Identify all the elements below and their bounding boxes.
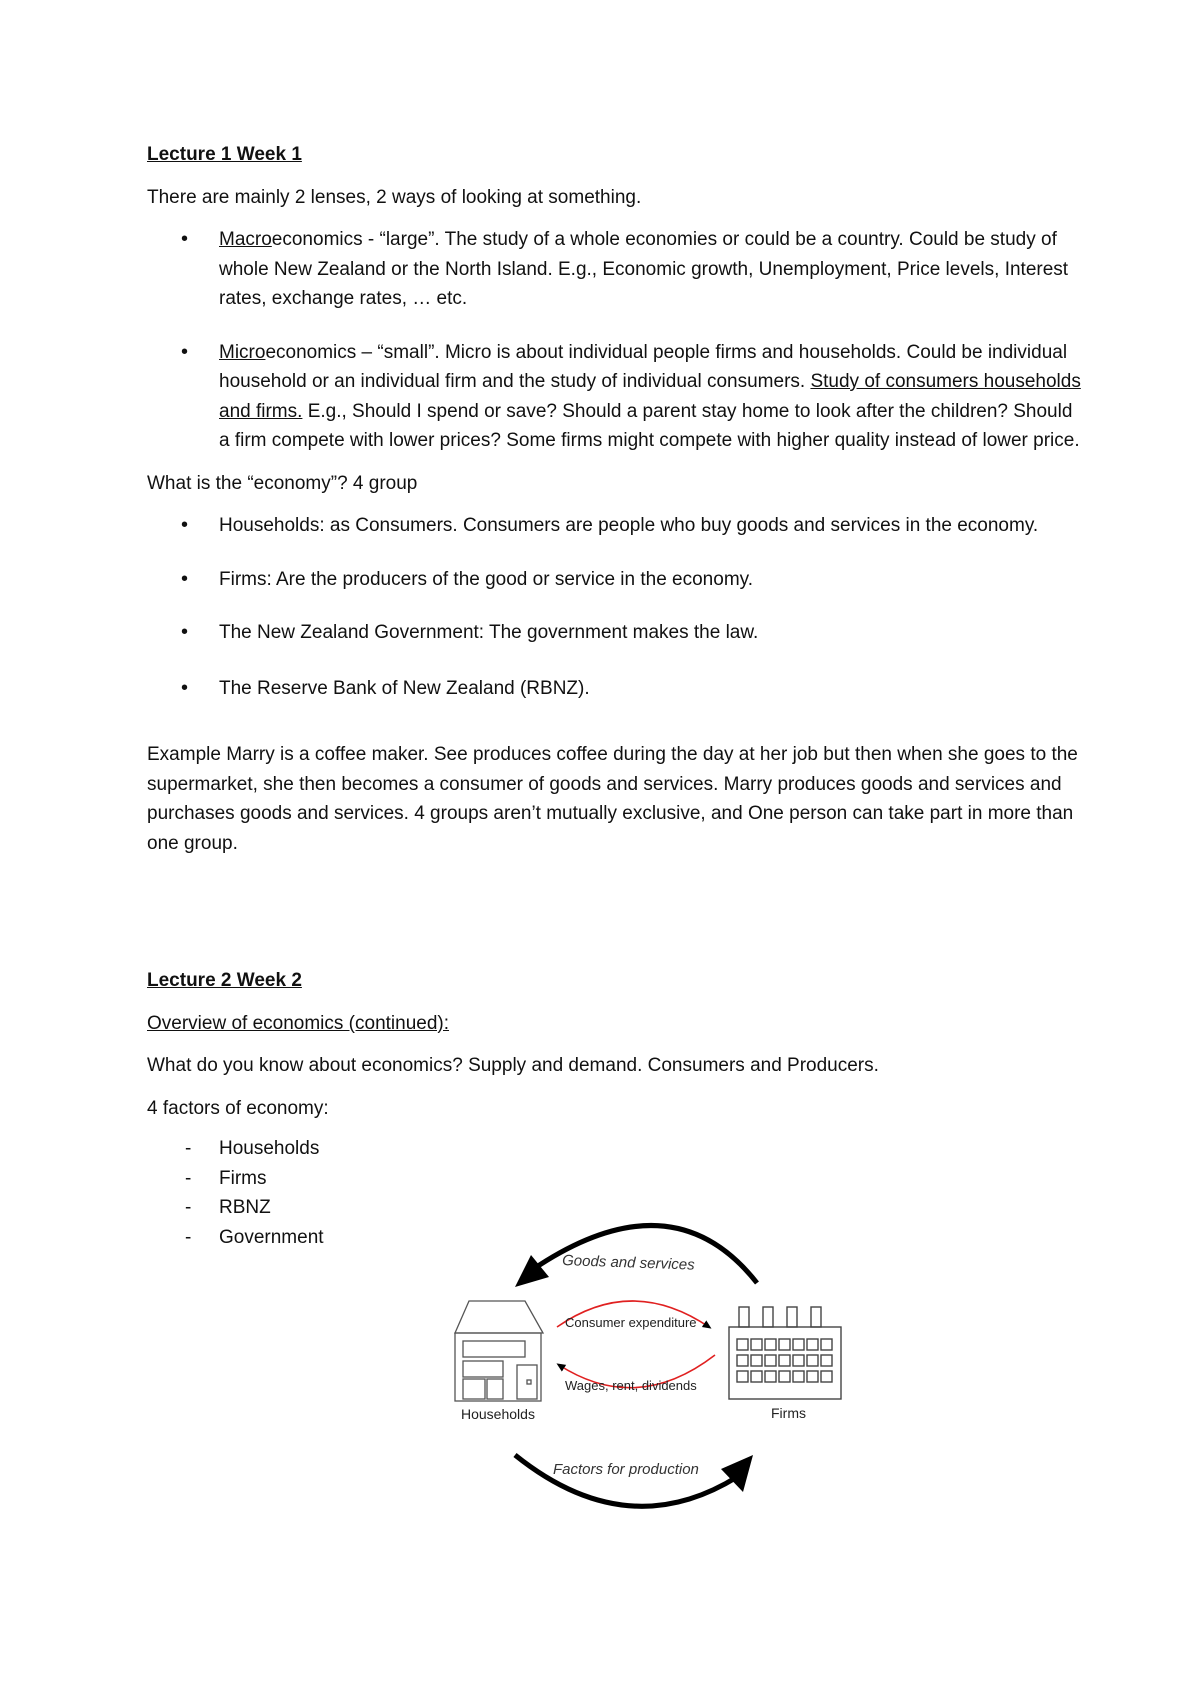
- firms-factory-icon: [729, 1307, 841, 1399]
- factor-item: - Government: [147, 1223, 1087, 1253]
- micro-text-a: – “small”. Micro is about individual people firms and households. Could be individual household or an individual firm and the study of individual consumers.: [219, 341, 1068, 392]
- group-item: • The Reserve Bank of New Zealand (RBNZ).: [147, 674, 1087, 704]
- macro-term-rest: economics: [271, 229, 363, 250]
- lecture1-heading: Lecture 1 Week 1: [147, 144, 302, 165]
- groups-list: [147, 511, 1087, 703]
- group-item: • Households: as Consumers. Consumers are people who buy goods and services in the economy.: [147, 511, 1087, 541]
- lecture2-subheading: Overview of economics (continued):: [147, 1012, 450, 1034]
- firms-label: Firms: [771, 1405, 806, 1421]
- micro-underlined: Study of consumers households and firms.: [219, 371, 1081, 422]
- micro-text-b: E.g., Should I spend or save? Should a parent stay home to look after the children? Should a firm compete with lower prices? Some firms might compete with higher quality instead of lower price.: [219, 400, 1080, 451]
- macro-text: - “large”. The study of a whole economies or could be a country. Could be study of whole New Zealand or the North Island. E.g., Economic growth, Unemployment, Price levels, Interest rates, exchange rates, … etc.: [219, 229, 1069, 309]
- lenses-list: [147, 225, 1087, 456]
- lecture2-heading: Lecture 2 Week 2: [147, 970, 302, 991]
- lecture2-question: What do you know about economics? Supply and demand. Consumers and Producers.: [147, 1055, 879, 1076]
- macro-item: [147, 225, 1087, 314]
- micro-term-underlined: Micro: [219, 341, 266, 363]
- wages-label: Wages, rent, dividends: [565, 1378, 697, 1393]
- micro-term-rest: economics: [265, 341, 357, 363]
- group-item: • The New Zealand Government: The government makes the law.: [147, 618, 1087, 648]
- consumer-expenditure-label: Consumer expenditure: [565, 1315, 697, 1330]
- macro-term-underlined: Macro: [219, 229, 272, 250]
- factor-item: - RBNZ: [147, 1193, 1087, 1223]
- households-house-icon: [455, 1301, 543, 1401]
- example-paragraph: Example Marry is a coffee maker. See produces coffee during the day at her job but then when she goes to the supermarket, she then becomes a consumer of goods and services. Marry produces goods and services and purchases goods and services. 4 groups aren’t mutually exclusive, and One person can take part in more than one group.: [147, 744, 1078, 854]
- factors-production-arrowhead: [721, 1455, 753, 1492]
- lecture1-intro: There are mainly 2 lenses, 2 ways of looking at something.: [147, 186, 642, 208]
- group-item: • Firms: Are the producers of the good or service in the economy.: [147, 565, 1087, 595]
- factor-item: - Firms: [147, 1164, 1087, 1194]
- micro-item: [147, 338, 1087, 456]
- households-label: Households: [461, 1406, 535, 1422]
- factors-title: 4 factors of economy:: [147, 1097, 329, 1119]
- goods-services-label: Goods and services: [561, 1252, 695, 1274]
- document-page: [147, 140, 1087, 1252]
- economy-question: What is the “economy”? 4 group: [147, 472, 418, 494]
- factor-item: - Households: [147, 1134, 1087, 1164]
- circular-flow-diagram: [447, 1215, 867, 1520]
- factors-production-label: Factors for production: [553, 1461, 699, 1478]
